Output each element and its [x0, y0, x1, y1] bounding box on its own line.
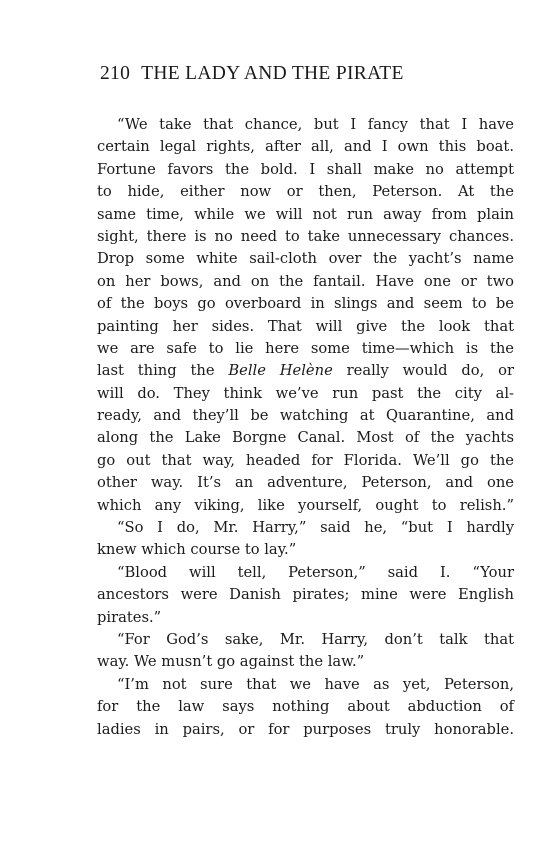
text-line: “For God’s sake, Mr. Harry, don’t talk that	[117, 630, 514, 648]
text-line: ready, and they’ll be watching at Quarantine, and	[97, 407, 514, 425]
text-line	[97, 360, 514, 382]
text-line: “Blood will tell, Peterson,” said I. “Your	[117, 563, 514, 581]
text-line: same time, while we will not run away from plain	[97, 205, 514, 223]
page-number: 210	[100, 63, 131, 84]
running-head	[100, 63, 404, 85]
text-line: pirates.”	[97, 608, 162, 626]
text-line: we are safe to lie here some time—which is the	[97, 339, 514, 357]
text-line: which any viking, like yourself, ought to relish.”	[97, 496, 514, 514]
text-line: certain legal rights, after all, and I own this boat.	[97, 138, 514, 156]
text-line: go out that way, headed for Florida. We’ll go the	[97, 451, 514, 469]
text-line: “I’m not sure that we have as yet, Peterson,	[117, 675, 514, 693]
text-line: sight, there is no need to take unnecessary chances.	[97, 227, 514, 245]
text-line: Drop some white sail-cloth over the yacht’s name	[97, 250, 514, 268]
text-line: for the law says nothing about abduction of	[97, 698, 514, 716]
text-line: of the boys go overboard in slings and seem to be	[97, 295, 514, 313]
text-segment: last thing the	[97, 362, 229, 380]
text-line: knew which course to lay.”	[97, 541, 297, 559]
text-line: will do. They think we’ve run past the city al-	[97, 384, 514, 402]
body-text	[97, 114, 514, 741]
text-line: along the Lake Borgne Canal. Most of the yachts	[97, 429, 514, 447]
text-line: ladies in pairs, or for purposes truly honorable.	[97, 720, 514, 738]
text-line: Fortune favors the bold. I shall make no attempt	[97, 160, 514, 178]
running-head-title: THE LADY AND THE PIRATE	[141, 63, 404, 84]
text-line: ancestors were Danish pirates; mine were English	[97, 586, 514, 604]
text-line: painting her sides. That will give the look that	[97, 317, 514, 335]
text-line: on her bows, and on the fantail. Have one or two	[97, 272, 514, 290]
text-line: other way. It’s an adventure, Peterson, and one	[97, 474, 514, 492]
text-line: way. We musn’t go against the law.”	[97, 653, 365, 671]
text-line: “So I do, Mr. Harry,” said he, “but I hardly	[117, 519, 514, 537]
text-line: to hide, either now or then, Peterson. At the	[97, 183, 514, 201]
text-line: “We take that chance, but I fancy that I have	[117, 116, 514, 133]
italic-ship-name: Belle Helène	[228, 362, 333, 380]
text-segment: really would do, or	[332, 362, 514, 380]
